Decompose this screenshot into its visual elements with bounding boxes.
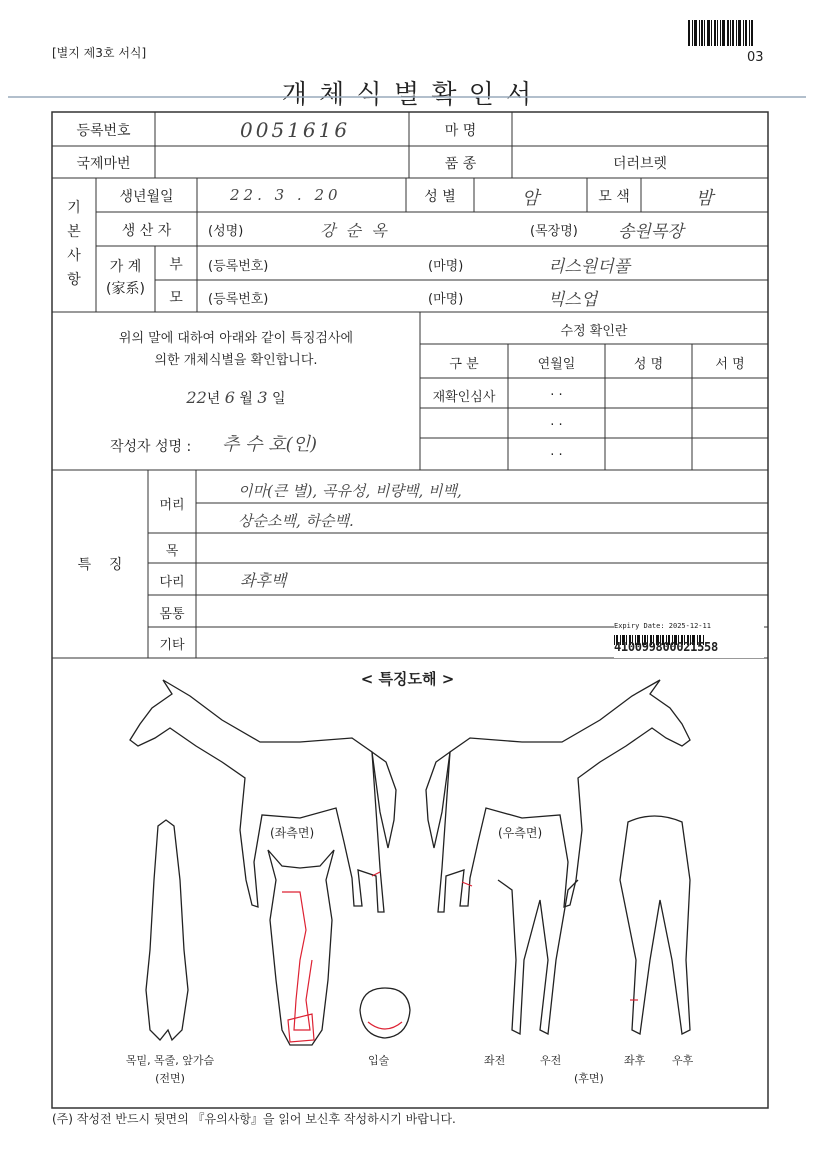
- footer-note: (주) 작성전 반드시 뒷면의 『유의사항』을 읽어 보신후 작성하시기 바랍니다.: [52, 1112, 456, 1126]
- revision-title: 수정 확인란: [560, 324, 628, 339]
- revision-dots-2: . .: [550, 414, 563, 429]
- sex-value: 암: [521, 188, 540, 209]
- head-label: 머리: [159, 498, 185, 513]
- writer-label: 작성자 성명 :: [110, 439, 192, 455]
- etc-label: 기타: [159, 638, 185, 653]
- rear-caption: (후면): [574, 1072, 604, 1085]
- dam-name-value: 빅스업: [548, 290, 598, 310]
- farm-value: 송원목장: [618, 222, 684, 242]
- farm-label: (목장명): [530, 224, 578, 239]
- front-caption: 목밑, 목줄, 앞가슴 (전면): [125, 1054, 215, 1085]
- reg-no-value: 0051616: [240, 118, 351, 142]
- revision-col-sign: 서 명: [715, 357, 745, 372]
- revision-dots-1: . .: [550, 384, 563, 399]
- page-code: 03: [747, 50, 764, 65]
- confirm-text: 위의 말에 대하여 아래와 같이 특징검사에 의한 개체식별을 확인합니다.: [118, 331, 354, 368]
- revision-col-date: 연월일: [537, 357, 576, 372]
- body-label: 몸통: [159, 607, 185, 622]
- breed-value: 더러브렛: [612, 156, 668, 172]
- features-section-label: 특 징: [77, 557, 123, 573]
- birth-label: 생년월일: [119, 189, 174, 205]
- right-side-label: (우측면): [498, 826, 543, 840]
- expiry-sticker: [614, 622, 764, 658]
- diagram-title: < 특징도해 >: [360, 670, 455, 688]
- reg-no-label: 등록번호: [76, 123, 131, 139]
- sire-name-label: (마명): [428, 259, 464, 274]
- lips-caption: 입술: [368, 1054, 390, 1067]
- confirm-date: 22년 6 월 3 일: [186, 388, 286, 407]
- breeder-label: 생 산 자: [121, 223, 172, 239]
- intl-name-label: 국제마번: [76, 156, 131, 172]
- breed-label: 품 종: [444, 156, 477, 172]
- sticker-barcode: [614, 630, 764, 640]
- neck-label: 목: [165, 544, 179, 559]
- leg-label: 다리: [159, 575, 185, 590]
- page-title: 개 체 식 별 확 인 서: [281, 80, 534, 110]
- sex-label: 성 별: [424, 189, 456, 205]
- form-number: [별지 제3호 서식]: [52, 46, 147, 60]
- pedigree-label: 가 계 (家系): [106, 259, 145, 297]
- horse-diagram-icon: [130, 680, 690, 1045]
- head-line-1: 이마(큰 별), 곡유성, 비량백, 비백,: [238, 482, 462, 500]
- head-line-2: 상순소백, 하순백.: [238, 512, 354, 530]
- right-hind-label: 우후: [672, 1054, 694, 1067]
- left-fore-label: 좌전: [484, 1054, 506, 1067]
- right-fore-label: 우전: [540, 1054, 562, 1067]
- sire-reg-label: (등록번호): [208, 259, 269, 274]
- left-side-label: (좌측면): [270, 826, 315, 840]
- breeder-name-label: (성명): [208, 224, 244, 239]
- color-label: 모 색: [598, 189, 630, 205]
- leg-value: 좌후백: [240, 571, 287, 590]
- color-value: 밤: [695, 188, 714, 209]
- breeder-name-value: 강 순 옥: [320, 221, 387, 240]
- dam-name-label: (마명): [428, 292, 464, 307]
- sire-label: 부: [169, 257, 183, 273]
- revision-col-name: 성 명: [633, 357, 664, 372]
- writer-signature: 추 수 호(인): [222, 434, 318, 455]
- revision-dots-3: . .: [550, 444, 563, 459]
- sire-name-value: 리스원더풀: [548, 257, 631, 277]
- dam-label: 모: [169, 290, 183, 306]
- sticker-expiry: Expiry Date: 2025-12-11: [614, 622, 711, 630]
- horse-name-label: 마 명: [444, 123, 477, 139]
- basic-section-label: 기 본 사 항: [67, 200, 81, 288]
- revision-col-type: 구 분: [449, 357, 479, 372]
- left-hind-label: 좌후: [624, 1054, 646, 1067]
- birth-value: 22. 3 . 20: [230, 186, 342, 204]
- sticker-number: 410099800021558: [614, 640, 718, 654]
- revision-row-1: 재확인심사: [432, 390, 496, 405]
- dam-reg-label: (등록번호): [208, 292, 269, 307]
